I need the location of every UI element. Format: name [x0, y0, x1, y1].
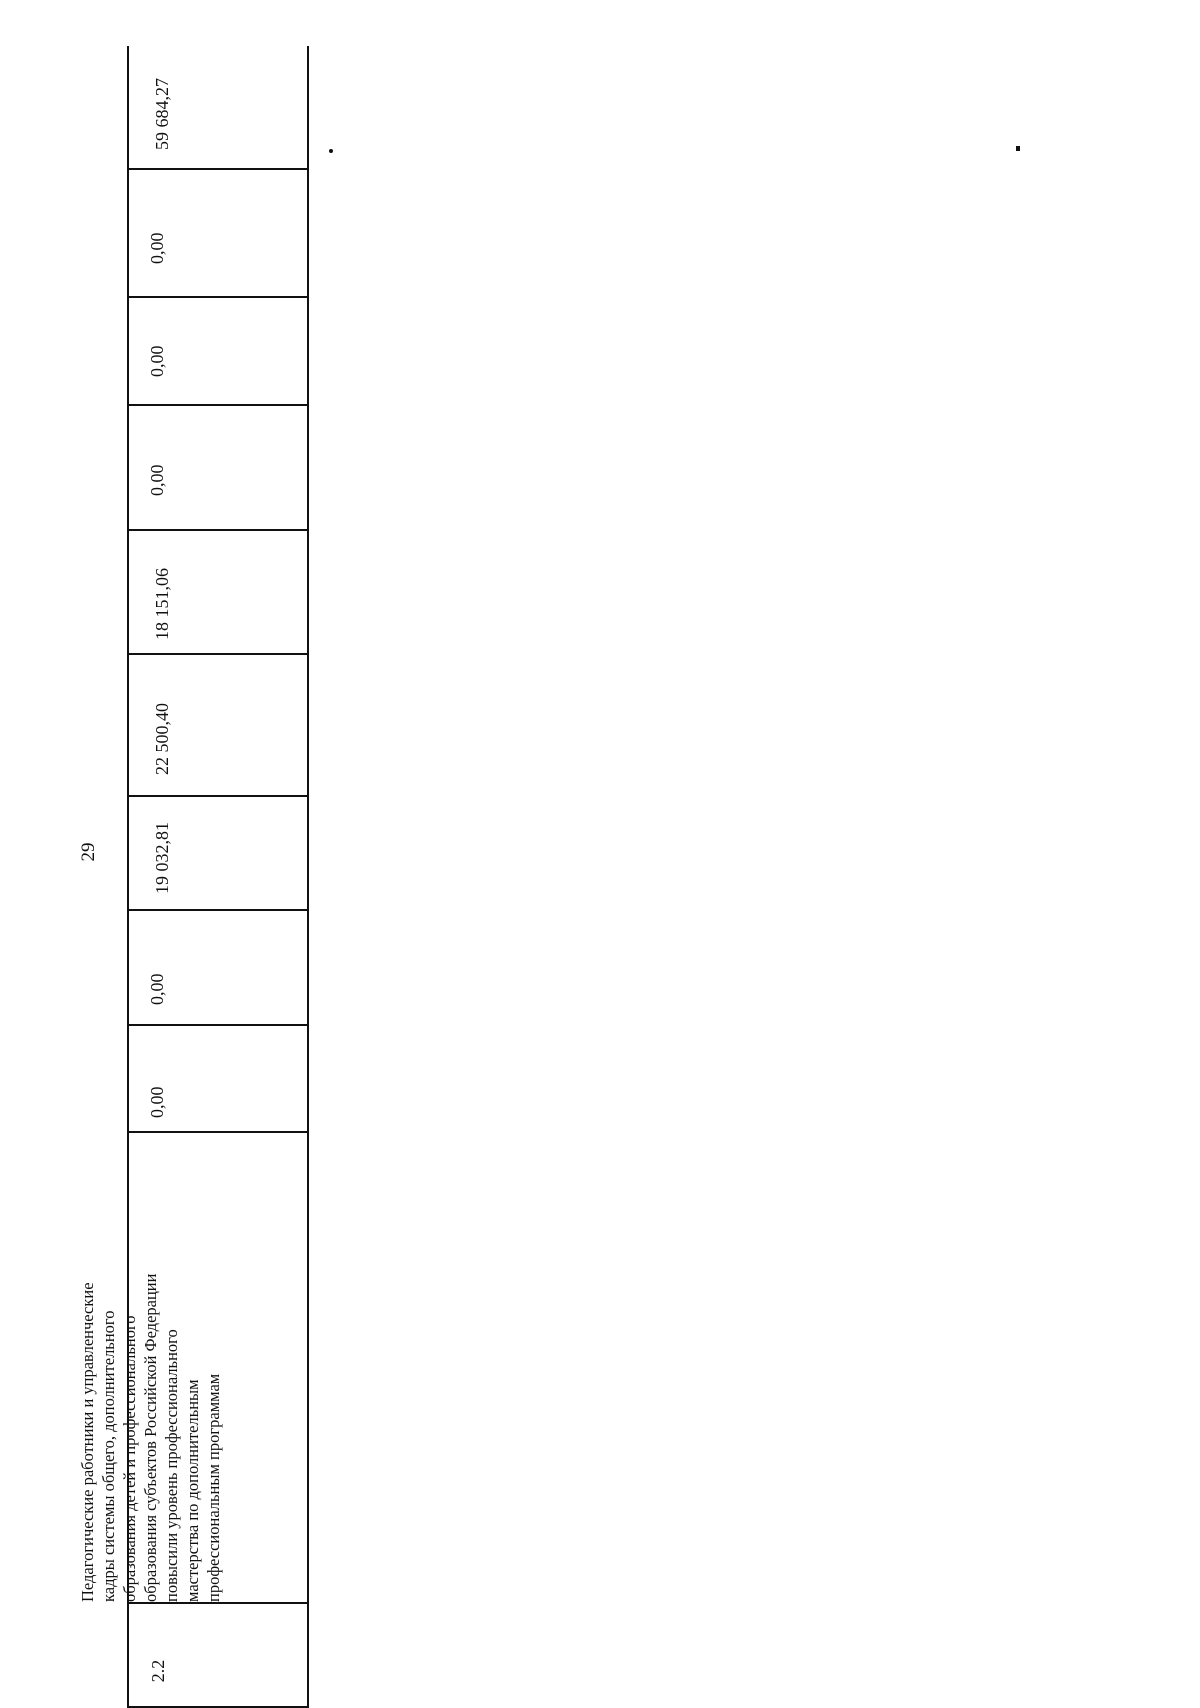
value-cell: 19 032,81 — [152, 822, 172, 894]
scan-speck — [329, 149, 333, 153]
value-cell: 0,00 — [147, 232, 167, 264]
description-line: кадры системы общего, дополнительного — [99, 1310, 118, 1602]
value-cell: 0,00 — [147, 464, 167, 496]
value-cell: 59 684,27 — [152, 78, 172, 150]
row-separator — [127, 404, 309, 406]
row-separator — [127, 529, 309, 531]
value-cell: 18 151,06 — [152, 568, 172, 640]
row-separator — [127, 1131, 309, 1133]
row-number-cell: 2.2 — [148, 1659, 168, 1683]
value-cell: 0,00 — [147, 345, 167, 377]
description-line: мастерства по дополнительным — [183, 1379, 202, 1602]
description-cell — [77, 1206, 223, 1602]
description-line: образования субъектов Российской Федерации — [141, 1273, 160, 1602]
row-separator — [127, 1024, 309, 1026]
description-line: профессиональным программам — [204, 1373, 223, 1602]
value-cell: 0,00 — [147, 973, 167, 1005]
row-separator — [127, 653, 309, 655]
row-separator — [127, 296, 309, 298]
description-line: образования детей и профессионального — [120, 1315, 139, 1602]
page-number: 29 — [78, 842, 99, 862]
value-cell: 0,00 — [147, 1086, 167, 1118]
description-line: Педагогические работники и управленческие — [78, 1282, 97, 1602]
row-separator — [127, 795, 309, 797]
scan-speck — [1016, 146, 1020, 151]
value-cell: 22 500,40 — [152, 703, 172, 775]
row-separator — [127, 909, 309, 911]
description-line: повысили уровень профессионального — [162, 1329, 181, 1602]
row-separator — [127, 1602, 309, 1604]
row-separator — [127, 168, 309, 170]
